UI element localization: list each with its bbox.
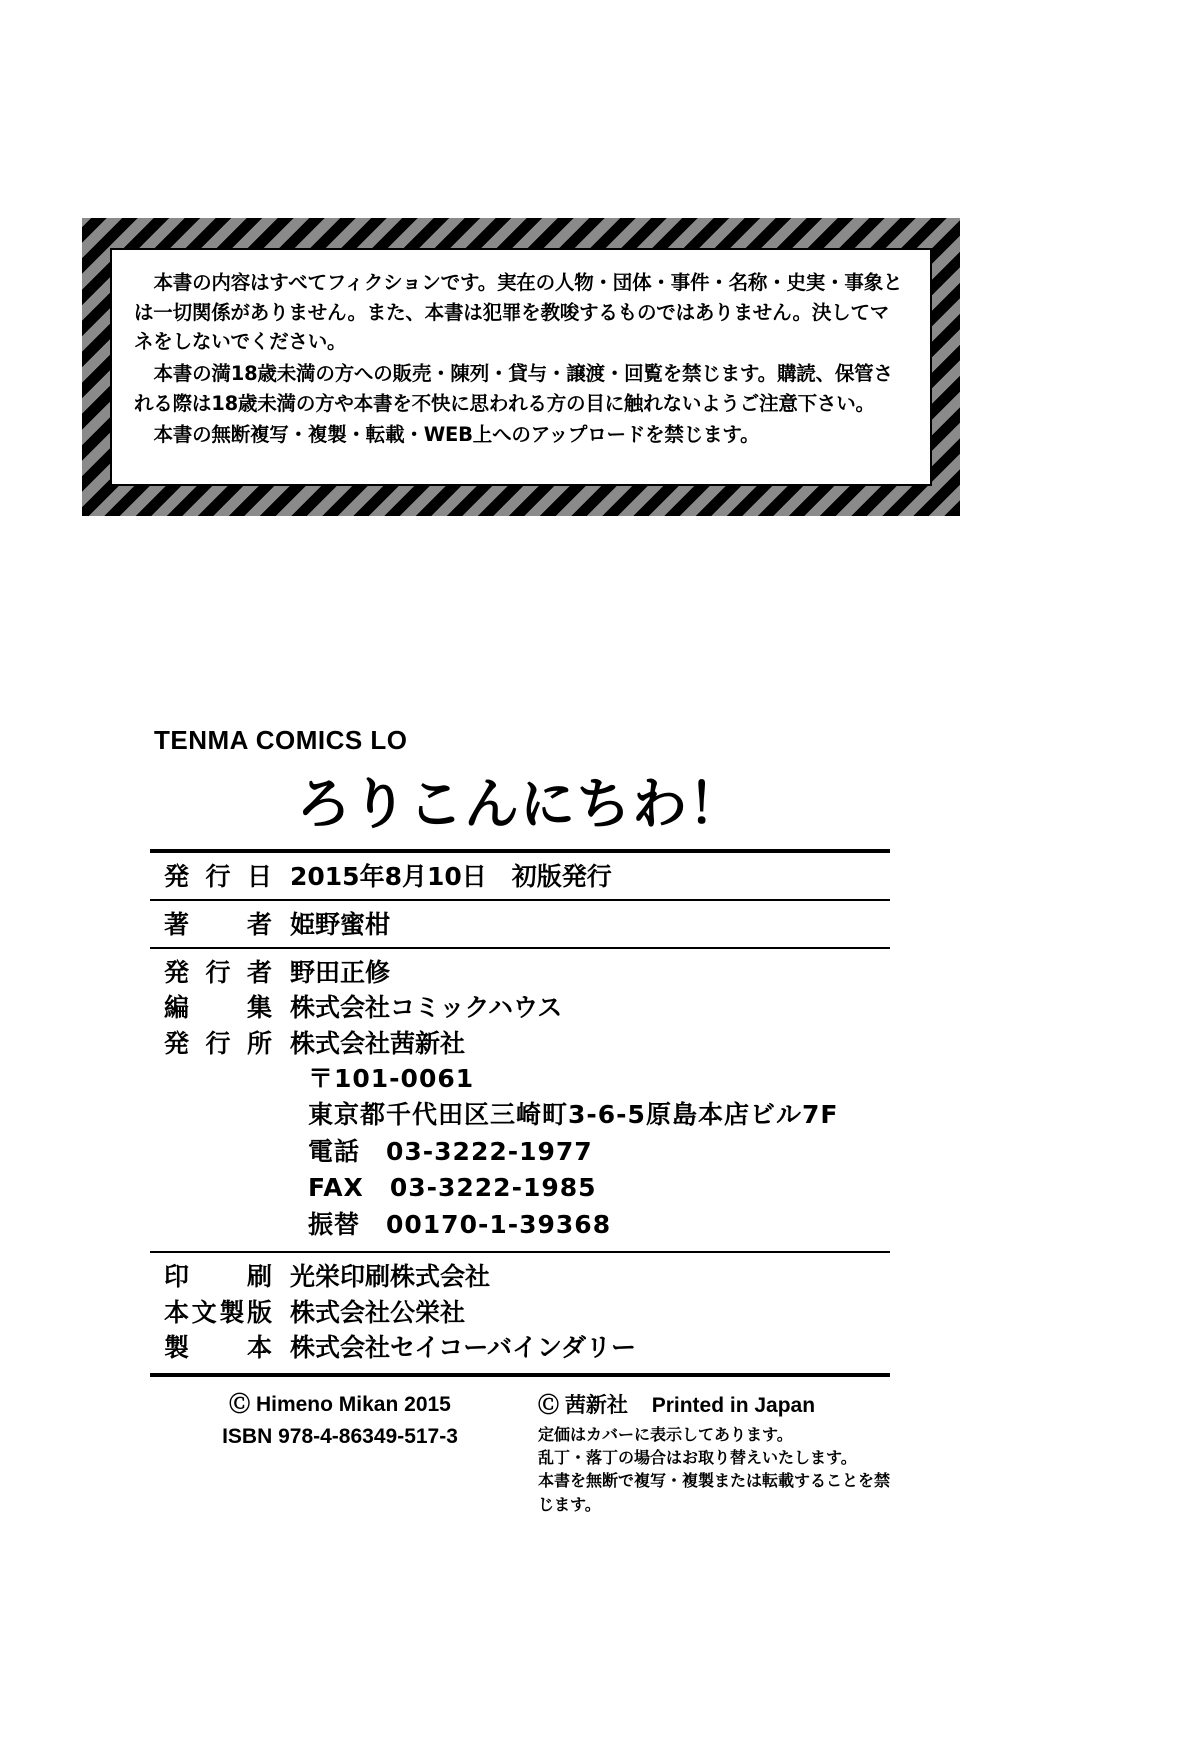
colophon-row-typesetting bbox=[150, 1295, 890, 1330]
legal-notice-inner bbox=[110, 248, 932, 486]
address-street: 東京都千代田区三崎町3-6-5原島本店ビル7F bbox=[308, 1100, 839, 1130]
legal-notice-box bbox=[82, 218, 960, 516]
row-label: 発行者 bbox=[164, 958, 272, 987]
row-label: 本文製版 bbox=[164, 1297, 272, 1327]
address-furikae: 振替 00170-1-39368 bbox=[308, 1209, 612, 1239]
colophon bbox=[150, 725, 890, 1516]
colophon-production-block bbox=[150, 1253, 890, 1373]
row-label: 印刷 bbox=[164, 1262, 272, 1292]
footer-right-top bbox=[538, 1389, 890, 1419]
row-label: 発行日 bbox=[164, 861, 272, 891]
notice-paragraph-1: 本書の内容はすべてフィクションです。実在の人物・団体・事件・名称・史実・事象とは一切関係がありません。また、本書は犯罪を教唆するものではありません。決してマネをしないでください。 bbox=[134, 271, 903, 354]
copyright-author: Ⓒ Himeno Mikan 2015 bbox=[229, 1393, 451, 1416]
row-value: 株式会社公栄社 bbox=[290, 1297, 466, 1327]
row-value: 株式会社茜新社 bbox=[290, 1028, 466, 1058]
isbn: ISBN 978-4-86349-517-3 bbox=[222, 1424, 458, 1448]
row-value: 株式会社コミックハウス bbox=[290, 993, 563, 1023]
notice-paragraph-3: 本書の無断複写・複製・転載・WEB上へのアップロードを禁じます。 bbox=[153, 423, 760, 447]
notice-paragraph-2: 本書の満18歳未満の方への販売・陳列・貸与・譲渡・回覧を禁じます。購読、保管される際は18歳未満の方や本書を不快に思われる方の目に触れないようご注意下さい。 bbox=[134, 361, 893, 415]
address-phone: 電話 03-3222-1977 bbox=[308, 1136, 593, 1166]
colophon-row-printing bbox=[150, 1259, 890, 1294]
colophon-publisher-block bbox=[150, 949, 890, 1251]
colophon-row-publication-date bbox=[150, 853, 890, 899]
footer-note-1: 定価はカバーに表示してあります。 bbox=[538, 1425, 793, 1444]
footer-right bbox=[530, 1389, 890, 1516]
colophon-row-binding bbox=[150, 1330, 890, 1365]
colophon-row-author bbox=[150, 901, 890, 947]
colophon-footer bbox=[150, 1377, 890, 1516]
series-label: TENMA COMICS LO bbox=[154, 725, 408, 755]
footer-note-2: 乱丁・落丁の場合はお取り替えいたします。 bbox=[538, 1448, 857, 1468]
row-value: 2015年8月10日 初版発行 bbox=[290, 861, 612, 891]
footer-left bbox=[150, 1389, 530, 1516]
row-value: 株式会社セイコーバインダリー bbox=[290, 1332, 637, 1362]
row-label: 発行所 bbox=[164, 1028, 272, 1058]
row-value: 姫野蜜柑 bbox=[290, 909, 391, 939]
row-value: 野田正修 bbox=[290, 958, 391, 987]
row-label: 製本 bbox=[164, 1332, 272, 1362]
colophon-row-publisher bbox=[150, 1026, 890, 1061]
colophon-row-issuer bbox=[150, 955, 890, 990]
colophon-row-editor bbox=[150, 990, 890, 1025]
copyright-publisher: Ⓒ 茜新社 bbox=[538, 1394, 628, 1417]
book-title: ろりこんにちわ！ bbox=[295, 772, 744, 836]
printed-in-japan: Printed in Japan bbox=[651, 1394, 816, 1417]
row-label: 編集 bbox=[164, 993, 272, 1023]
footer-note-3: 本書を無断で複写・複製または転載することを禁じます。 bbox=[538, 1471, 891, 1514]
row-value: 光栄印刷株式会社 bbox=[290, 1262, 491, 1292]
address-postal-code: 〒101-0061 bbox=[308, 1063, 475, 1093]
row-label: 著者 bbox=[164, 909, 272, 939]
address-fax: FAX 03-3222-1985 bbox=[308, 1173, 597, 1203]
